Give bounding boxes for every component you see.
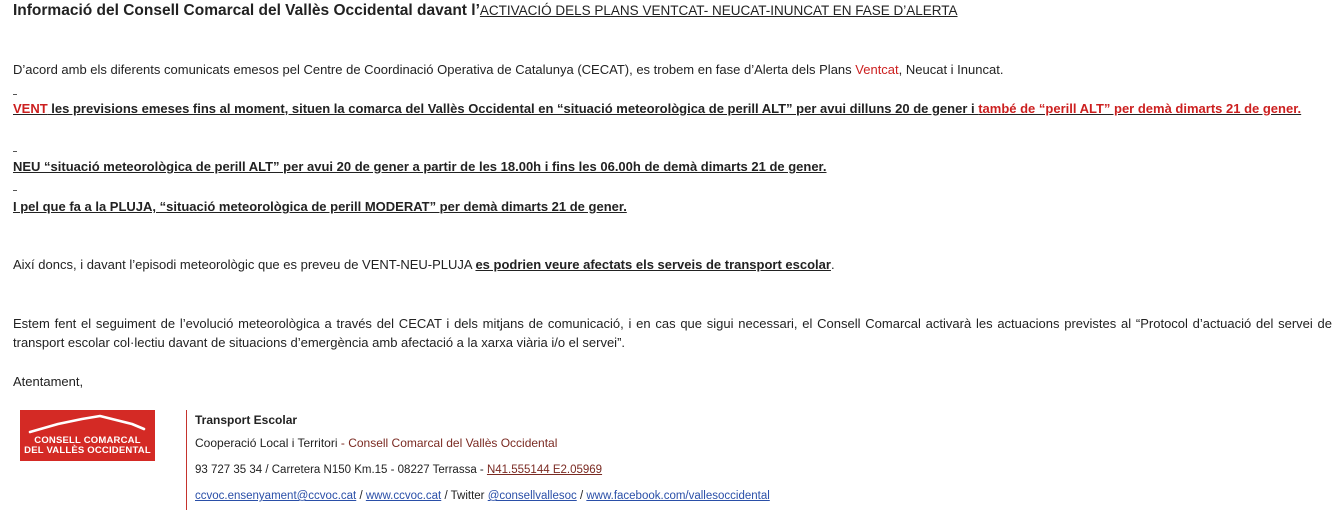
links-separator: / (356, 490, 366, 502)
title-link[interactable]: ACTIVACIÓ DELS PLANS VENTCAT- NEUCAT-INUNCAT EN FASE D’ALERTA (479, 3, 958, 18)
signature-org: Consell Comarcal del Vallès Occidental (348, 436, 558, 450)
twitter-link[interactable]: @consellvallesoc (487, 490, 577, 502)
links-separator: / (576, 490, 587, 502)
signature-separator: / (262, 464, 272, 476)
aixi-end: . (830, 257, 835, 272)
page-title (13, 2, 958, 20)
signature-separator: - (337, 436, 349, 450)
neu-paragraph: NEU “situació meteorològica de perill ALT” per avui 20 de gener a partir de les 18.00h i fins les 06.00h de demà dimarts 21 de gener. (13, 159, 827, 174)
signature-address: Carretera N150 Km.15 - 08227 Terrassa - (271, 464, 487, 476)
logo-line-1: CONSELL COMARCAL (34, 435, 141, 446)
coordinates-link[interactable]: N41.555144 E2.05969 (486, 464, 603, 476)
pluja-paragraph: I pel que fa a la PLUJA, “situació meteorològica de perill MODERAT” per demà dimarts 21 de gener. (13, 199, 627, 214)
consell-comarcal-logo (20, 410, 155, 461)
intro-text-end: , Neucat i Inuncat. (898, 62, 1004, 77)
dash-marker (13, 190, 17, 191)
intro-paragraph (13, 60, 1003, 79)
vent-label: VENT (13, 101, 48, 116)
estem-paragraph: Estem fent el seguiment de l’evolució meteorològica a través del CECAT i dels mitjans de comunicació, i en cas que sigui necessari, el Consell Comarcal activarà les actuacions previstes al “Protocol d’actuació del servei de transport escolar col·lectiu davant de situacions d’emergència amb afectació a la xarxa viària i/o el servei”. (13, 316, 1332, 350)
twitter-label: / Twitter (441, 490, 488, 502)
closing-text: Atentament, (13, 374, 84, 389)
logo-line-2: DEL VALLÈS OCCIDENTAL (24, 445, 151, 456)
ventcat-text: Ventcat (855, 62, 899, 77)
vent-text: les previsions emeses fins al moment, situen la comarca del Vallès Occidental en “situació meteorològica de perill ALT” per avui dilluns 20 de gener i (47, 101, 979, 116)
signature-links-line (195, 490, 770, 502)
aixi-paragraph (13, 255, 835, 274)
signature-unit: Cooperació Local i Territori (195, 436, 338, 450)
signature-department: Transport Escolar (195, 413, 298, 427)
website-link[interactable]: www.ccvoc.cat (365, 490, 442, 502)
vent-paragraph (13, 99, 1332, 118)
dash-marker (13, 94, 17, 95)
facebook-link[interactable]: www.facebook.com/vallesoccidental (586, 490, 770, 502)
aixi-bold: es podrien veure afectats els serveis de transport escolar (475, 257, 831, 272)
signature-unit-line (195, 436, 557, 450)
title-text: Informació del Consell Comarcal del Vallès Occidental davant l’ (13, 2, 480, 19)
signature-contact-line (195, 464, 602, 476)
signature-divider (186, 410, 187, 510)
signature-phone: 93 727 35 34 (195, 464, 263, 476)
intro-text: D’acord amb els diferents comunicats emesos pel Centre de Coordinació Operativa de Catalunya (CECAT), es trobem en fase d’Alerta dels Plans (13, 62, 856, 77)
dash-marker (13, 151, 17, 152)
aixi-text: Així doncs, i davant l’episodi meteorològic que es preveu de VENT-NEU-PLUJA (13, 257, 476, 272)
vent-highlight: també de “perill ALT” per demà dimarts 21 de gener. (978, 101, 1302, 116)
email-link[interactable]: ccvoc.ensenyament@ccvoc.cat (195, 490, 357, 502)
